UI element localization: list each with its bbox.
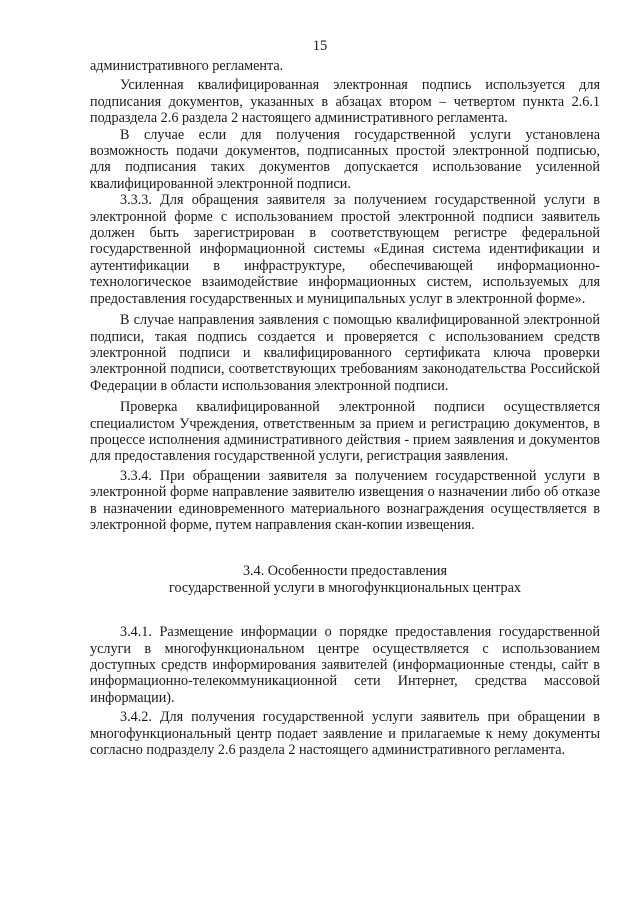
paragraph-qualified-signature-usage: Усиленная квалифицированная электронная подпись используется для подписания документов, указанных в абзацах втором – четвертом пункта 2.6.1 подраздела 2.6 раздела 2 настоящего административного регламента. bbox=[90, 77, 600, 127]
paragraph-3-3-3: 3.3.3. Для обращения заявителя за получением государственной услуги в электронной форме с использованием простой электронной подписи заявитель должен быть зарегистрирован в соответствующем регистре федеральной государственной информационной системы «Единая система идентификации и аутентификации в инфраструктуре, обеспечивающей информационно-технологическое взаимодействие информационных систем, используемых для предоставления государственных и муниципальных услуг в электронной форме». bbox=[90, 192, 600, 307]
paragraph-simple-signature-case: В случае если для получения государственной услуги установлена возможность подачи документов, подписанных простой электронной подписью, для подписания таких документов допускается использование усиленной квалифицированной электронной подписи. bbox=[90, 126, 600, 192]
page-number: 15 bbox=[312, 38, 328, 54]
section-heading-line-2: государственной услуги в многофункциональных центрах bbox=[168, 579, 522, 596]
paragraph-3-4-2: 3.4.2. Для получения государственной услуги заявитель при обращении в многофункциональный центр подает заявление и прилагаемые к нему документы согласно подразделу 2.6 раздела 2 настоящего административного регламента. bbox=[90, 709, 600, 759]
document-body bbox=[90, 58, 600, 758]
paragraph-3-4-1: 3.4.1. Размещение информации о порядке предоставления государственной услуги в многофункциональном центре осуществляется с использованием доступных средств информирования заявителей (информационные стенды, сайт в информационно-телекоммуникационной сети Интернет, средства массовой информации). bbox=[90, 624, 600, 706]
paragraph-signature-verification: Проверка квалифицированной электронной подписи осуществляется специалистом Учреждения, ответственным за прием и регистрацию документов, в процессе исполнения административного действия - прием заявления и документов для предоставления государственной услуги, регистрация заявления. bbox=[90, 399, 600, 465]
paragraph-continuation: административного регламента. bbox=[90, 58, 284, 74]
section-heading-3-4 bbox=[90, 563, 600, 596]
paragraph-qualified-signature-sending: В случае направления заявления с помощью квалифицированной электронной подписи, такая подпись создается и проверяется с использованием средств электронной подписи и квалифицированного сертификата ключа проверки электронной подписи, соответствующих требованиям законодательства Российской Федерации в области использования электронной подписи. bbox=[90, 312, 600, 394]
paragraph-3-3-4: 3.3.4. При обращении заявителя за получением государственной услуги в электронной форме направление заявителю извещения о назначении либо об отказе в назначении единовременного материального вознаграждения осуществляется в электронной форме, путем направления скан-копии извещения. bbox=[90, 467, 600, 533]
section-heading-line-1: 3.4. Особенности предоставления bbox=[242, 563, 448, 580]
